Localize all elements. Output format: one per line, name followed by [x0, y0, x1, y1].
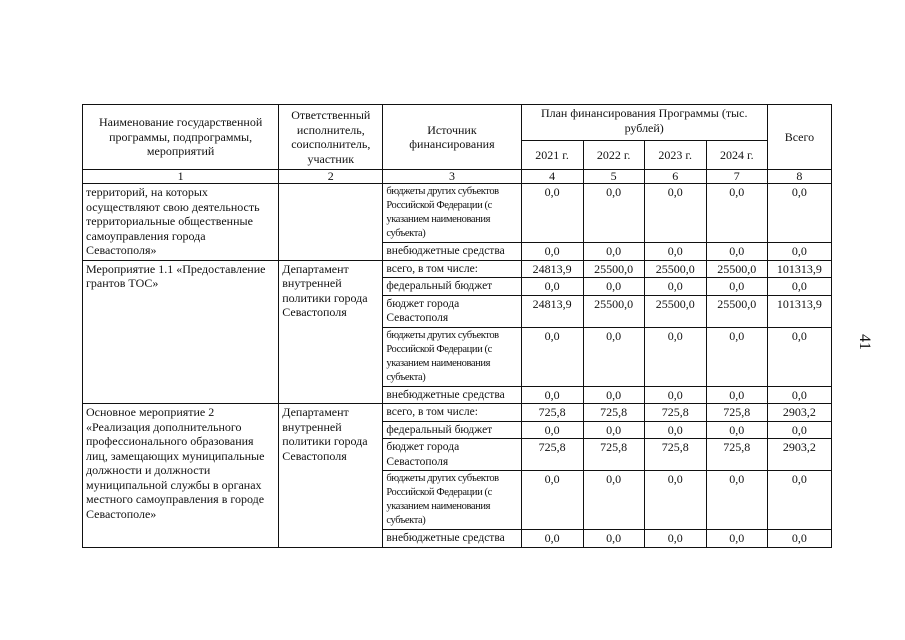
value-2024: 25500,0: [706, 260, 767, 278]
value-total: 0,0: [767, 530, 831, 548]
value-2021: 0,0: [521, 386, 583, 404]
value-2022: 725,8: [583, 439, 644, 471]
value-2022: 0,0: [583, 327, 644, 386]
value-2021: 725,8: [521, 404, 583, 422]
header-source: Источник финансирования: [383, 105, 521, 170]
column-number: 8: [767, 170, 831, 184]
responsible-executor: Департамент внутренней политики города Севастополя: [279, 260, 383, 404]
value-2023: 725,8: [644, 439, 706, 471]
value-2024: 0,0: [706, 421, 767, 439]
value-2024: 25500,0: [706, 295, 767, 327]
value-total: 101313,9: [767, 260, 831, 278]
value-2023: 0,0: [644, 278, 706, 296]
funding-source: бюджеты других субъектов Российской Федерации (с указанием наименования субъекта): [383, 184, 521, 243]
program-name: Основное мероприятие 2 «Реализация дополнительного профессионального образования лиц, замещающих муниципальные должности и должности муниципальной службы в органах местного самоуправления в городе Севастополе»: [83, 404, 279, 548]
funding-source: внебюджетные средства: [383, 243, 521, 261]
value-total: 0,0: [767, 471, 831, 530]
value-2022: 0,0: [583, 278, 644, 296]
funding-source: бюджет города Севастополя: [383, 439, 521, 471]
funding-source: внебюджетные средства: [383, 530, 521, 548]
column-number: 4: [521, 170, 583, 184]
header-year: 2023 г.: [644, 141, 706, 170]
value-total: 0,0: [767, 278, 831, 296]
value-2022: 25500,0: [583, 295, 644, 327]
value-total: 2903,2: [767, 439, 831, 471]
column-number: 7: [706, 170, 767, 184]
funding-source: федеральный бюджет: [383, 421, 521, 439]
value-2022: 0,0: [583, 471, 644, 530]
value-2022: 0,0: [583, 386, 644, 404]
program-name: Мероприятие 1.1 «Предоставление грантов ТОС»: [83, 260, 279, 404]
value-2023: 0,0: [644, 243, 706, 261]
value-total: 0,0: [767, 327, 831, 386]
value-2021: 24813,9: [521, 260, 583, 278]
value-2023: 0,0: [644, 530, 706, 548]
financing-table: [82, 104, 832, 548]
header-name: Наименование государственной программы, подпрограммы, мероприятий: [83, 105, 279, 170]
value-2024: 725,8: [706, 404, 767, 422]
value-2024: 725,8: [706, 439, 767, 471]
table-row: [83, 184, 832, 243]
value-2021: 0,0: [521, 530, 583, 548]
value-2021: 24813,9: [521, 295, 583, 327]
value-2021: 0,0: [521, 471, 583, 530]
value-2024: 0,0: [706, 327, 767, 386]
column-number: 6: [644, 170, 706, 184]
funding-source: бюджет города Севастополя: [383, 295, 521, 327]
value-2023: 0,0: [644, 471, 706, 530]
header-total: Всего: [767, 105, 831, 170]
value-2021: 725,8: [521, 439, 583, 471]
header-responsible: Ответственный исполнитель, соисполнитель, участник: [279, 105, 383, 170]
value-2024: 0,0: [706, 530, 767, 548]
responsible-executor: [279, 184, 383, 261]
value-2023: 0,0: [644, 184, 706, 243]
value-2023: 25500,0: [644, 260, 706, 278]
value-total: 0,0: [767, 421, 831, 439]
table-row: [83, 404, 832, 422]
value-2024: 0,0: [706, 184, 767, 243]
value-2022: 0,0: [583, 421, 644, 439]
value-total: 0,0: [767, 184, 831, 243]
header-plan: План финансирования Программы (тыс. рублей): [521, 105, 767, 141]
page-number: 41: [856, 334, 873, 350]
value-2021: 0,0: [521, 327, 583, 386]
header-year: 2022 г.: [583, 141, 644, 170]
value-2023: 0,0: [644, 421, 706, 439]
column-number: 5: [583, 170, 644, 184]
table-row: [83, 260, 832, 278]
value-2022: 725,8: [583, 404, 644, 422]
value-total: 0,0: [767, 243, 831, 261]
value-2023: 25500,0: [644, 295, 706, 327]
value-2024: 0,0: [706, 471, 767, 530]
funding-source: бюджеты других субъектов Российской Федерации (с указанием наименования субъекта): [383, 471, 521, 530]
value-2024: 0,0: [706, 243, 767, 261]
value-2021: 0,0: [521, 184, 583, 243]
value-2022: 0,0: [583, 184, 644, 243]
value-total: 0,0: [767, 386, 831, 404]
value-2023: 0,0: [644, 327, 706, 386]
column-number: 3: [383, 170, 521, 184]
funding-source: всего, в том числе:: [383, 260, 521, 278]
funding-source: бюджеты других субъектов Российской Федерации (с указанием наименования субъекта): [383, 327, 521, 386]
value-2021: 0,0: [521, 421, 583, 439]
responsible-executor: Департамент внутренней политики города Севастополя: [279, 404, 383, 548]
value-2021: 0,0: [521, 243, 583, 261]
value-total: 101313,9: [767, 295, 831, 327]
column-number: 2: [279, 170, 383, 184]
value-2024: 0,0: [706, 278, 767, 296]
value-2022: 0,0: [583, 530, 644, 548]
funding-source: внебюджетные средства: [383, 386, 521, 404]
value-2023: 0,0: [644, 386, 706, 404]
header-year: 2021 г.: [521, 141, 583, 170]
value-2023: 725,8: [644, 404, 706, 422]
value-2021: 0,0: [521, 278, 583, 296]
funding-source: федеральный бюджет: [383, 278, 521, 296]
value-2022: 25500,0: [583, 260, 644, 278]
value-total: 2903,2: [767, 404, 831, 422]
column-number: 1: [83, 170, 279, 184]
header-year: 2024 г.: [706, 141, 767, 170]
value-2024: 0,0: [706, 386, 767, 404]
value-2022: 0,0: [583, 243, 644, 261]
program-name: территорий, на которых осуществляют свою деятельность территориальные общественные самоуправления города Севастополя»: [83, 184, 279, 261]
funding-source: всего, в том числе:: [383, 404, 521, 422]
